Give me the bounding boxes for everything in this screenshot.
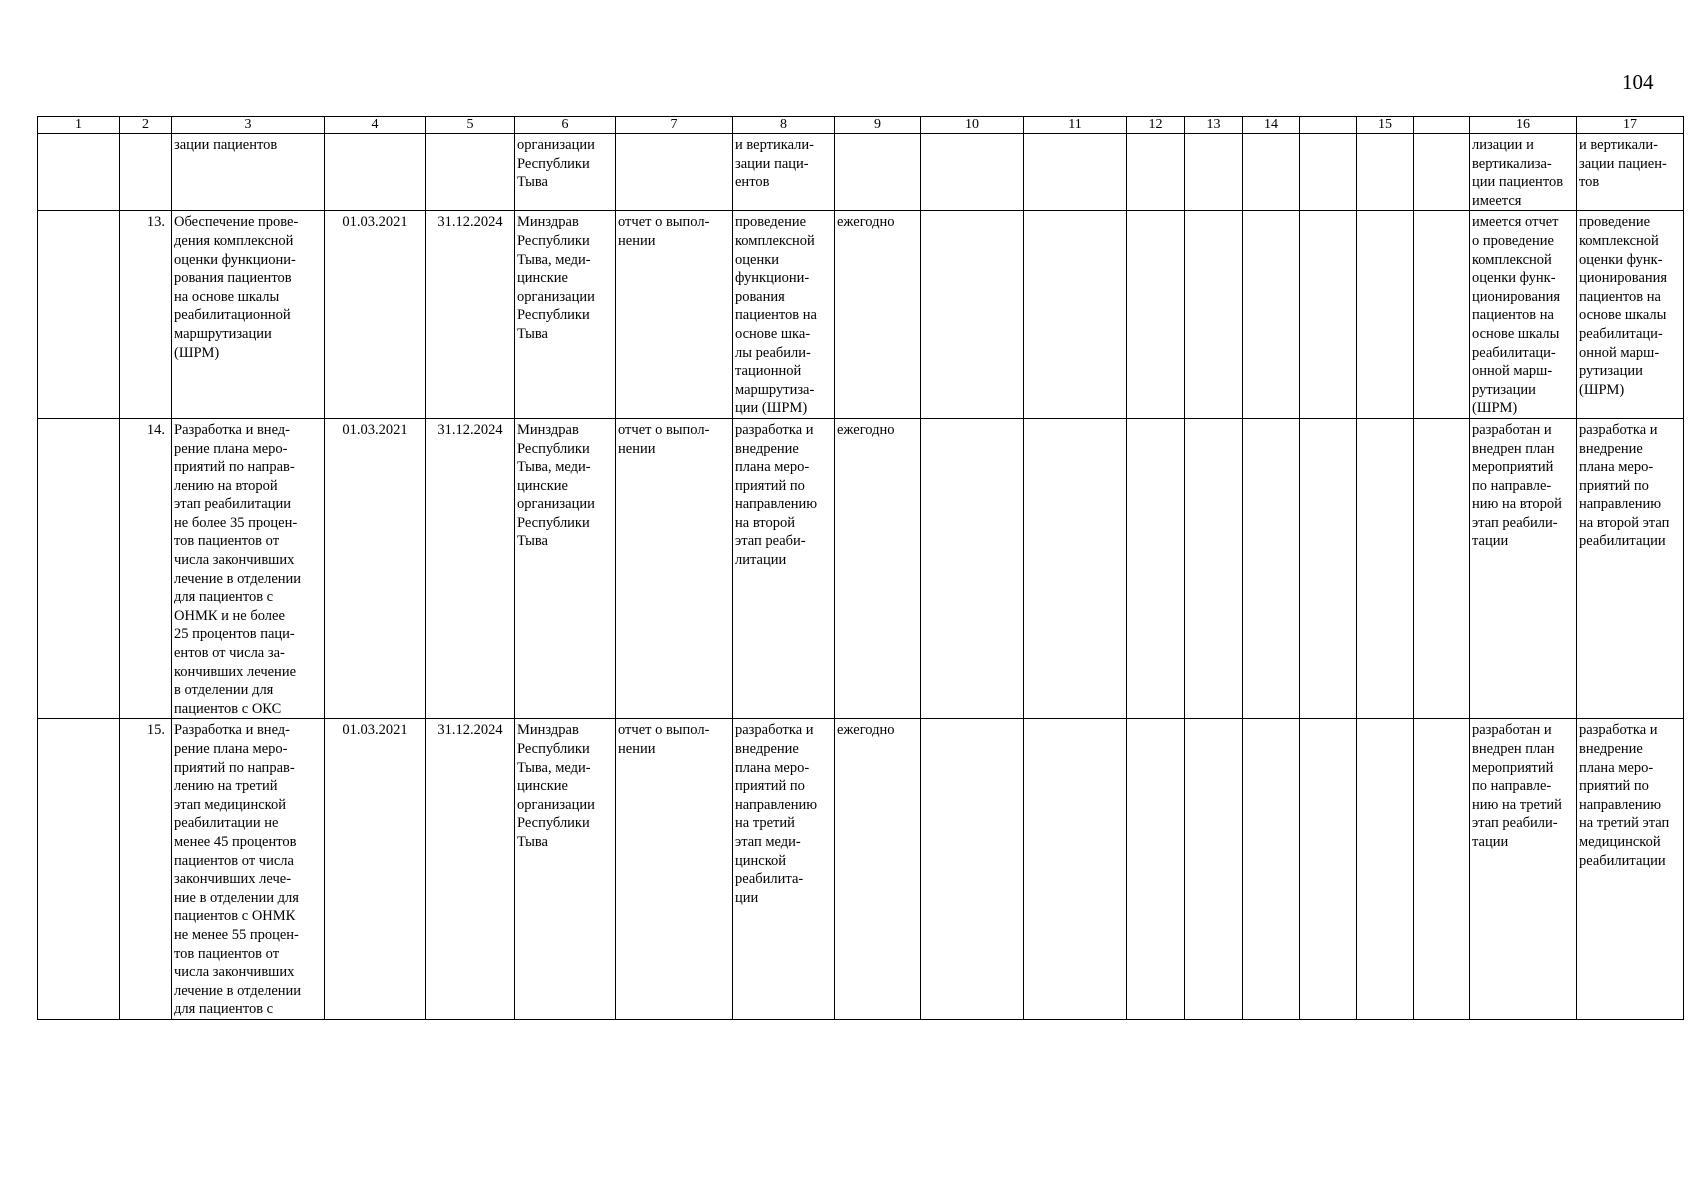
item-number: 14. — [120, 418, 172, 719]
cell-line: Тыва, меди- — [517, 459, 591, 476]
cell-empty — [1127, 418, 1185, 719]
cell-line: имеется — [1472, 192, 1522, 209]
cell-line: организации — [517, 496, 595, 513]
periodicity: ежегодно — [835, 211, 921, 419]
header-row — [38, 117, 1684, 134]
cell-line: комплексной — [1579, 232, 1659, 249]
cell-empty — [1024, 719, 1127, 1020]
cell-line: Тыва — [517, 533, 548, 550]
cell-empty — [1127, 134, 1185, 211]
cell-line: нию на второй — [1472, 496, 1562, 513]
cell-empty — [1357, 719, 1414, 1020]
indicator-17 — [1577, 211, 1684, 419]
cell-empty — [1185, 134, 1243, 211]
indicator-17 — [1577, 719, 1684, 1020]
cell-line: цинские — [517, 778, 568, 795]
cell-line: 25 процентов паци- — [174, 626, 295, 643]
cell-line: нении — [618, 741, 656, 757]
cell-line: основе шка- — [735, 325, 811, 342]
cell-line: оценки функ- — [1472, 270, 1556, 287]
result-description — [733, 418, 835, 719]
cell-line: направлению — [735, 496, 818, 513]
cell-line: Тыва — [517, 174, 548, 191]
table-row — [38, 418, 1684, 719]
cell-line: Разработка и внед- — [174, 421, 291, 438]
result-description — [733, 134, 835, 211]
cell-line: приятий по — [735, 477, 805, 494]
cell-line: Республики — [517, 307, 590, 324]
cell-line: мероприятий — [1472, 759, 1554, 776]
cell-line: ентов от числа за- — [174, 645, 285, 662]
cell-line: ОНМК и не более — [174, 607, 285, 624]
cell-line: внедрение — [1579, 741, 1643, 757]
header-cell: 17 — [1577, 117, 1684, 134]
cell-line: разработка и — [735, 421, 814, 438]
measure-name — [172, 134, 325, 211]
result-description — [733, 719, 835, 1020]
cell-line: числа закончивших — [174, 552, 295, 569]
cell-empty — [1357, 211, 1414, 419]
cell-line: ционирования — [1472, 288, 1561, 305]
header-cell: 4 — [325, 117, 426, 134]
cell-empty — [1127, 211, 1185, 419]
cell-line: рение плана меро- — [174, 440, 288, 457]
cell-line: функциони- — [735, 270, 810, 287]
cell-line: Минздрав — [517, 214, 579, 231]
cell-line: на второй — [735, 514, 795, 531]
cell-line: отчет о выпол- — [618, 214, 710, 231]
header-cell: 13 — [1185, 117, 1243, 134]
cell-line: тационной — [735, 363, 802, 380]
report-type — [616, 211, 733, 419]
cell-empty — [1414, 418, 1470, 719]
cell-line: реабилита- — [735, 871, 804, 888]
cell-empty — [1357, 418, 1414, 719]
cell-line: по направле- — [1472, 778, 1552, 795]
end-date: 31.12.2024 — [426, 211, 515, 419]
header-cell: 8 — [733, 117, 835, 134]
cell-line: и вертикали- — [735, 137, 814, 153]
cell-line: организации — [517, 137, 595, 153]
cell-line: пациентов от числа — [174, 852, 294, 869]
cell-line: зации паци- — [735, 155, 809, 172]
cell-line: лению на третий — [174, 778, 278, 795]
page-number: 104 — [1622, 70, 1654, 94]
cell-line: на третий этап — [1579, 815, 1670, 832]
cell-line: основе шкалы — [1579, 307, 1667, 324]
cell-line: приятий по направ- — [174, 459, 295, 476]
cell-line: менее 45 процентов — [174, 833, 297, 850]
measure-name — [172, 719, 325, 1020]
cell-line: на третий — [735, 815, 795, 832]
cell-empty — [1414, 211, 1470, 419]
cell-line: тов пациентов от — [174, 533, 280, 550]
cell-line: организации — [517, 796, 595, 813]
result-description — [733, 211, 835, 419]
cell-line: направлению — [735, 796, 818, 813]
cell-line: направлению — [1579, 496, 1662, 513]
cell-line: оценки функ- — [1579, 251, 1663, 268]
cell-line: плана меро- — [735, 459, 810, 476]
header-cell: 5 — [426, 117, 515, 134]
cell-line: имеется отчет — [1472, 214, 1559, 231]
cell-line: и вертикали- — [1579, 137, 1658, 153]
cell-line: внедрение — [735, 741, 799, 757]
cell-line: нении — [618, 440, 656, 457]
cell-empty — [1024, 211, 1127, 419]
cell-col1 — [38, 211, 120, 419]
header-cell: 1 — [38, 117, 120, 134]
header-cell: 6 — [515, 117, 616, 134]
cell-empty — [1300, 418, 1357, 719]
cell-empty — [921, 719, 1024, 1020]
periodicity: ежегодно — [835, 418, 921, 719]
cell-line: пациентов на — [735, 307, 817, 324]
cell-line: разработка и — [1579, 421, 1658, 438]
cell-line: Республики — [517, 155, 590, 172]
cell-line: цинской — [735, 852, 787, 869]
cell-line: лизации и — [1472, 137, 1534, 153]
table-row — [38, 719, 1684, 1020]
cell-line: Республики — [517, 741, 590, 757]
indicator-16 — [1470, 211, 1577, 419]
cell-line: этап реабили- — [1472, 815, 1558, 832]
cell-col1 — [38, 719, 120, 1020]
cell-line: числа закончивших — [174, 964, 295, 981]
cell-line: мероприятий — [1472, 459, 1554, 476]
cell-line: приятий по — [735, 778, 805, 795]
cell-empty — [1243, 134, 1300, 211]
cell-line: Республики — [517, 440, 590, 457]
cell-line: на основе шкалы — [174, 288, 280, 305]
cell-empty — [1300, 719, 1357, 1020]
cell-line: рования пациентов — [174, 270, 292, 287]
cell-line: внедрение — [1579, 440, 1643, 457]
cell-line: Тыва, меди- — [517, 251, 591, 268]
cell-line: этап медицинской — [174, 796, 286, 813]
measure-name — [172, 418, 325, 719]
cell-line: оценки — [735, 251, 780, 268]
cell-line: онной марш- — [1472, 363, 1553, 380]
cell-line: проведение — [735, 214, 807, 231]
measure-name — [172, 211, 325, 419]
cell-line: Тыва — [517, 325, 548, 342]
cell-line: приятий по — [1579, 477, 1649, 494]
end-date — [426, 134, 515, 211]
cell-line: реабилитационной — [174, 307, 291, 324]
header-cell: 14 — [1243, 117, 1300, 134]
start-date: 01.03.2021 — [325, 418, 426, 719]
periodicity — [835, 134, 921, 211]
cell-line: лению на второй — [174, 477, 278, 494]
header-cell: 9 — [835, 117, 921, 134]
cell-empty — [1414, 134, 1470, 211]
cell-line: реабилитаци- — [1579, 325, 1663, 342]
table-row — [38, 134, 1684, 211]
cell-line: нию на третий — [1472, 796, 1562, 813]
end-date: 31.12.2024 — [426, 418, 515, 719]
cell-empty — [921, 134, 1024, 211]
cell-line: отчет о выпол- — [618, 722, 710, 739]
cell-line: ционирования — [1579, 270, 1668, 287]
cell-line: зации пациен- — [1579, 155, 1667, 172]
cell-line: плана меро- — [735, 759, 810, 776]
cell-line: внедрен план — [1472, 741, 1555, 757]
indicator-16 — [1470, 719, 1577, 1020]
plan-table — [37, 116, 1684, 1020]
cell-line: дения комплексной — [174, 232, 294, 249]
item-number: 15. — [120, 719, 172, 1020]
cell-line: разработан и — [1472, 722, 1552, 739]
cell-line: онной марш- — [1579, 344, 1660, 361]
indicator-17 — [1577, 134, 1684, 211]
cell-empty — [1243, 719, 1300, 1020]
cell-line: тации — [1472, 833, 1509, 850]
cell-line: разработан и — [1472, 421, 1552, 438]
cell-line: пациентов на — [1579, 288, 1661, 305]
cell-line: тов пациентов от — [174, 945, 280, 962]
cell-empty — [921, 418, 1024, 719]
cell-line: основе шкалы — [1472, 325, 1560, 342]
indicator-16 — [1470, 134, 1577, 211]
cell-line: Тыва, меди- — [517, 759, 591, 776]
cell-line: на второй этап — [1579, 514, 1670, 531]
cell-line: (ШРМ) — [174, 344, 220, 361]
responsible — [515, 719, 616, 1020]
report-type — [616, 719, 733, 1020]
cell-line: лечение в отделении — [174, 570, 302, 587]
cell-line: по направле- — [1472, 477, 1552, 494]
cell-line: внедрен план — [1472, 440, 1555, 457]
cell-line: тов — [1579, 174, 1600, 191]
indicator-16 — [1470, 418, 1577, 719]
cell-empty — [1243, 418, 1300, 719]
cell-col1 — [38, 418, 120, 719]
cell-line: разработка и — [735, 722, 814, 739]
cell-line: реабилитации — [1579, 533, 1666, 550]
responsible — [515, 418, 616, 719]
cell-line: пациентов с ОНМК — [174, 908, 296, 925]
header-cell: 16 — [1470, 117, 1577, 134]
item-number — [120, 134, 172, 211]
cell-line: реабилитации не — [174, 815, 279, 832]
cell-empty — [1024, 134, 1127, 211]
cell-line: ние в отделении для — [174, 889, 299, 906]
indicator-17 — [1577, 418, 1684, 719]
cell-line: лы реабили- — [735, 344, 811, 361]
report-type — [616, 134, 733, 211]
cell-line: рутизации — [1472, 381, 1536, 398]
cell-empty — [921, 211, 1024, 419]
table-row — [38, 211, 1684, 419]
cell-empty — [1414, 719, 1470, 1020]
cell-line: маршрутиза- — [735, 381, 815, 398]
header-cell — [1414, 117, 1470, 134]
item-number: 13. — [120, 211, 172, 419]
cell-line: реабилитаци- — [1472, 344, 1556, 361]
cell-line: реабилитации — [1579, 852, 1666, 869]
header-cell: 10 — [921, 117, 1024, 134]
cell-line: пациентов на — [1472, 307, 1554, 324]
cell-line: этап реабили- — [1472, 514, 1558, 531]
cell-line: рение плана меро- — [174, 741, 288, 757]
cell-line: цинские — [517, 477, 568, 494]
cell-line: ции (ШРМ) — [735, 400, 808, 417]
cell-line: ентов — [735, 174, 770, 191]
cell-line: комплексной — [735, 232, 815, 249]
cell-line: рутизации — [1579, 363, 1643, 380]
cell-empty — [1185, 211, 1243, 419]
cell-line: комплексной — [1472, 251, 1552, 268]
cell-line: направлению — [1579, 796, 1662, 813]
cell-empty — [1127, 719, 1185, 1020]
header-cell: 11 — [1024, 117, 1127, 134]
header-cell: 2 — [120, 117, 172, 134]
cell-line: маршрутизации — [174, 325, 272, 342]
periodicity: ежегодно — [835, 719, 921, 1020]
end-date: 31.12.2024 — [426, 719, 515, 1020]
cell-line: вертикализа- — [1472, 155, 1552, 172]
cell-line: о проведение — [1472, 232, 1554, 249]
header-cell: 3 — [172, 117, 325, 134]
cell-line: для пациентов с — [174, 589, 274, 606]
cell-line: медицинской — [1579, 833, 1661, 850]
cell-empty — [1300, 211, 1357, 419]
cell-empty — [1024, 418, 1127, 719]
cell-line: Республики — [517, 815, 590, 832]
cell-line: плана меро- — [1579, 759, 1654, 776]
start-date: 01.03.2021 — [325, 211, 426, 419]
cell-line: не более 35 процен- — [174, 514, 298, 531]
cell-line: цинские — [517, 270, 568, 287]
cell-line: Тыва — [517, 833, 548, 850]
cell-line: проведение — [1579, 214, 1651, 231]
cell-line: этап меди- — [735, 833, 801, 850]
responsible — [515, 211, 616, 419]
cell-line: Республики — [517, 514, 590, 531]
cell-line: Республики — [517, 232, 590, 249]
cell-line: не менее 55 процен- — [174, 926, 299, 943]
start-date — [325, 134, 426, 211]
cell-line: в отделении для — [174, 682, 274, 699]
responsible — [515, 134, 616, 211]
cell-line: этап реаби- — [735, 533, 806, 550]
cell-empty — [1185, 719, 1243, 1020]
cell-line: внедрение — [735, 440, 799, 457]
cell-line: приятий по — [1579, 778, 1649, 795]
header-cell — [1300, 117, 1357, 134]
cell-line: закончивших лече- — [174, 871, 292, 888]
cell-line: (ШРМ) — [1579, 381, 1625, 398]
header-cell: 12 — [1127, 117, 1185, 134]
cell-line: лечение в отделении — [174, 982, 302, 999]
cell-col1 — [38, 134, 120, 211]
report-type — [616, 418, 733, 719]
cell-line: (ШРМ) — [1472, 400, 1518, 417]
cell-line: рования — [735, 288, 785, 305]
header-cell: 15 — [1357, 117, 1414, 134]
cell-line: пациентов с ОКС — [174, 700, 282, 717]
cell-line: кончивших лечение — [174, 663, 297, 680]
cell-empty — [1300, 134, 1357, 211]
cell-line: отчет о выпол- — [618, 421, 710, 438]
cell-line: оценки функциони- — [174, 251, 296, 268]
cell-line: плана меро- — [1579, 459, 1654, 476]
start-date: 01.03.2021 — [325, 719, 426, 1020]
cell-line: Обеспечение прове- — [174, 214, 299, 231]
cell-line: Минздрав — [517, 421, 579, 438]
cell-line: Разработка и внед- — [174, 722, 291, 739]
header-cell: 7 — [616, 117, 733, 134]
cell-line: тации — [1472, 533, 1509, 550]
cell-empty — [1357, 134, 1414, 211]
cell-line: для пациентов с — [174, 1001, 274, 1018]
cell-line: приятий по направ- — [174, 759, 295, 776]
cell-line: этап реабилитации — [174, 496, 292, 513]
cell-line: ции — [735, 889, 759, 906]
cell-line: разработка и — [1579, 722, 1658, 739]
cell-empty — [1243, 211, 1300, 419]
cell-line: Минздрав — [517, 722, 579, 739]
cell-empty — [1185, 418, 1243, 719]
cell-line: ции пациентов — [1472, 174, 1564, 191]
cell-line: нении — [618, 232, 656, 249]
cell-line: зации пациентов — [174, 137, 278, 153]
cell-line: литации — [735, 552, 787, 569]
cell-line: организации — [517, 288, 595, 305]
